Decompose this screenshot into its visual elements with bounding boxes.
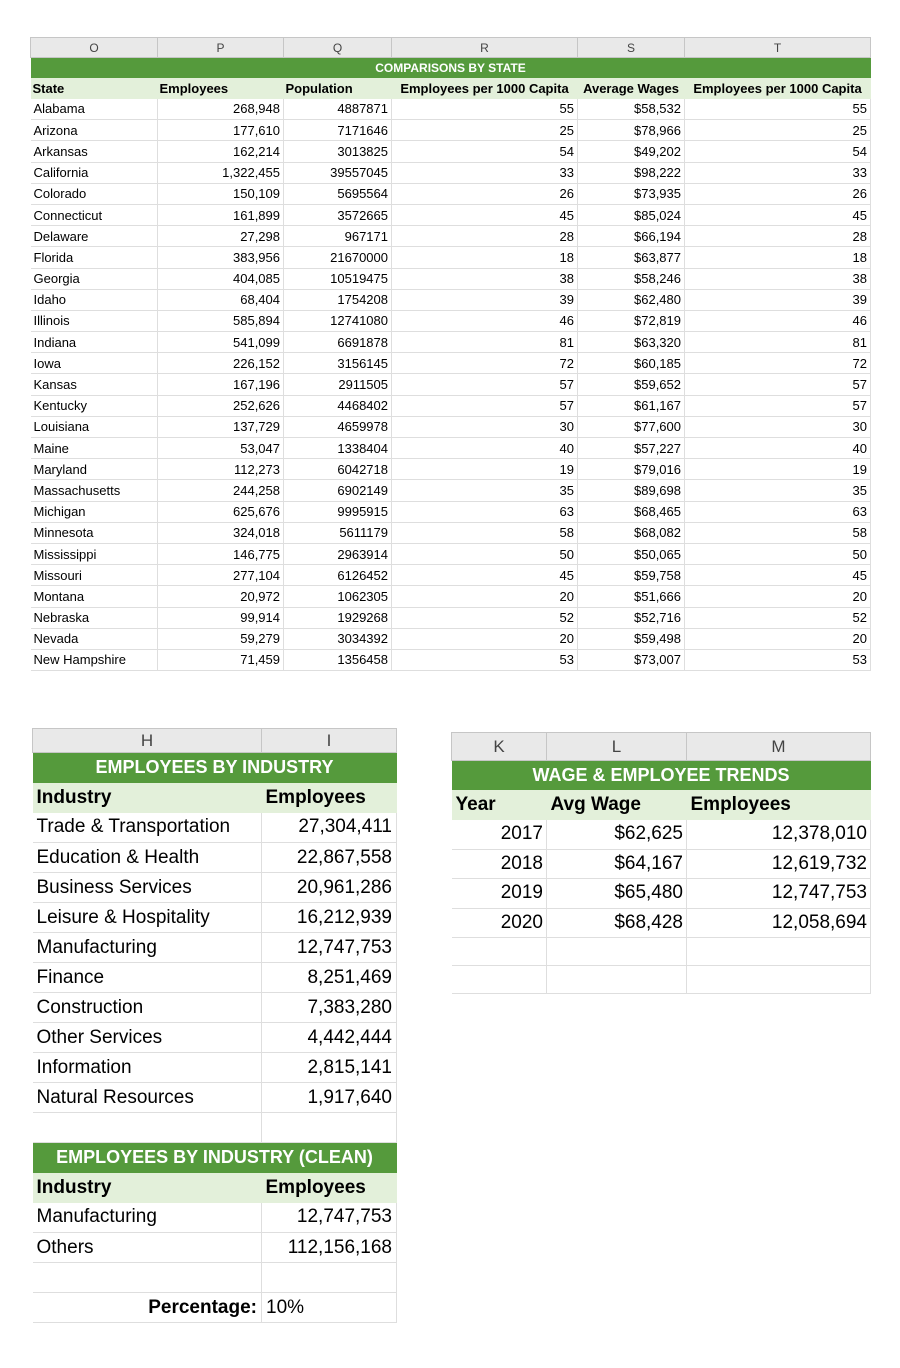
table-cell[interactable]: 383,956: [158, 247, 284, 268]
table-cell[interactable]: $79,016: [578, 459, 685, 480]
state-row: [31, 459, 871, 480]
table-cell[interactable]: 20: [685, 586, 871, 607]
header-employees[interactable]: Employees: [158, 78, 284, 99]
state-table-header-row: [31, 78, 871, 99]
table-cell[interactable]: 6042718: [284, 459, 392, 480]
trends-table-title[interactable]: WAGE & EMPLOYEE TRENDS: [452, 761, 871, 790]
table-cell[interactable]: $68,428: [547, 908, 687, 938]
state-row: [31, 332, 871, 353]
industry-table: [32, 728, 397, 1323]
table-cell[interactable]: Illinois: [31, 310, 158, 331]
state-row: [31, 268, 871, 289]
table-cell[interactable]: Business Services: [33, 873, 262, 903]
empty-row: [33, 1263, 397, 1293]
column-header-row: [31, 38, 871, 58]
table-cell[interactable]: 252,626: [158, 395, 284, 416]
table-cell[interactable]: 46: [392, 310, 578, 331]
column-header-q[interactable]: Q: [284, 38, 392, 58]
empty-cell[interactable]: [262, 1263, 397, 1293]
table-cell[interactable]: $73,935: [578, 183, 685, 204]
table-cell[interactable]: 40: [392, 438, 578, 459]
state-row: [31, 289, 871, 310]
table-cell[interactable]: 1,322,455: [158, 162, 284, 183]
table-cell[interactable]: 268,948: [158, 99, 284, 120]
table-cell[interactable]: 26: [392, 183, 578, 204]
table-cell[interactable]: 112,273: [158, 459, 284, 480]
table-cell[interactable]: Natural Resources: [33, 1083, 262, 1113]
industry-row: [33, 843, 397, 873]
table-cell[interactable]: Alabama: [31, 99, 158, 120]
table-cell[interactable]: $62,625: [547, 820, 687, 850]
empty-cell[interactable]: [687, 966, 871, 994]
column-header-t[interactable]: T: [685, 38, 871, 58]
industry-row: [33, 813, 397, 843]
table-cell[interactable]: 12741080: [284, 310, 392, 331]
table-cell[interactable]: 112,156,168: [262, 1233, 397, 1263]
table-cell[interactable]: 55: [685, 99, 871, 120]
table-cell[interactable]: 54: [392, 141, 578, 162]
table-cell[interactable]: 167,196: [158, 374, 284, 395]
table-cell[interactable]: $64,167: [547, 849, 687, 879]
state-row: [31, 416, 871, 437]
table-cell[interactable]: 30: [685, 416, 871, 437]
table-cell[interactable]: 2018: [452, 849, 547, 879]
table-cell[interactable]: 244,258: [158, 480, 284, 501]
table-cell[interactable]: 12,619,732: [687, 849, 871, 879]
state-row: [31, 310, 871, 331]
table-cell[interactable]: 39: [392, 289, 578, 310]
table-cell[interactable]: 63: [685, 501, 871, 522]
table-cell[interactable]: 12,058,694: [687, 908, 871, 938]
industry-table-header-row: [33, 783, 397, 813]
table-cell[interactable]: 45: [392, 204, 578, 225]
column-header-o[interactable]: O: [31, 38, 158, 58]
table-cell[interactable]: 54: [685, 141, 871, 162]
column-header-r[interactable]: R: [392, 38, 578, 58]
table-cell[interactable]: 3013825: [284, 141, 392, 162]
header-industry[interactable]: Industry: [33, 783, 262, 813]
table-cell[interactable]: 3156145: [284, 353, 392, 374]
table-cell[interactable]: 4887871: [284, 99, 392, 120]
table-cell[interactable]: Florida: [31, 247, 158, 268]
table-cell[interactable]: $59,498: [578, 628, 685, 649]
table-cell[interactable]: 53: [392, 649, 578, 670]
table-cell[interactable]: 3034392: [284, 628, 392, 649]
table-cell[interactable]: 20: [685, 628, 871, 649]
table-cell[interactable]: 63: [392, 501, 578, 522]
table-cell[interactable]: 33: [392, 162, 578, 183]
table-cell[interactable]: Minnesota: [31, 522, 158, 543]
table-cell[interactable]: 12,747,753: [262, 933, 397, 963]
table-cell[interactable]: 81: [392, 332, 578, 353]
table-cell[interactable]: $61,167: [578, 395, 685, 416]
state-row: [31, 628, 871, 649]
industry-row: [33, 873, 397, 903]
industry-row: [33, 1023, 397, 1053]
table-cell[interactable]: 20: [392, 586, 578, 607]
table-cell[interactable]: Maryland: [31, 459, 158, 480]
table-cell[interactable]: Other Services: [33, 1023, 262, 1053]
table-cell[interactable]: 52: [685, 607, 871, 628]
header-employees[interactable]: Employees: [262, 783, 397, 813]
table-cell[interactable]: 18: [685, 247, 871, 268]
table-cell[interactable]: 4659978: [284, 416, 392, 437]
table-cell[interactable]: 39: [685, 289, 871, 310]
table-cell[interactable]: $62,480: [578, 289, 685, 310]
empty-cell[interactable]: [687, 938, 871, 966]
table-cell[interactable]: 53: [685, 649, 871, 670]
table-cell[interactable]: 7,383,280: [262, 993, 397, 1023]
clean-table-header-row: [33, 1173, 397, 1203]
table-cell[interactable]: 1754208: [284, 289, 392, 310]
table-cell[interactable]: 1338404: [284, 438, 392, 459]
table-cell[interactable]: 57: [392, 374, 578, 395]
empty-cell[interactable]: [547, 966, 687, 994]
table-cell[interactable]: Nevada: [31, 628, 158, 649]
table-cell[interactable]: 99,914: [158, 607, 284, 628]
table-cell[interactable]: 58: [685, 522, 871, 543]
table-cell[interactable]: Delaware: [31, 226, 158, 247]
table-cell[interactable]: 161,899: [158, 204, 284, 225]
state-row: [31, 586, 871, 607]
table-cell[interactable]: 40: [685, 438, 871, 459]
table-cell[interactable]: $77,600: [578, 416, 685, 437]
header-average-wages[interactable]: Average Wages: [578, 78, 685, 99]
table-cell[interactable]: 324,018: [158, 522, 284, 543]
table-cell[interactable]: $89,698: [578, 480, 685, 501]
table-cell[interactable]: 28: [392, 226, 578, 247]
table-cell[interactable]: 57: [392, 395, 578, 416]
table-cell[interactable]: 404,085: [158, 268, 284, 289]
table-cell[interactable]: 146,775: [158, 543, 284, 564]
table-cell[interactable]: 2911505: [284, 374, 392, 395]
state-row: [31, 565, 871, 586]
state-row: [31, 183, 871, 204]
table-cell[interactable]: 52: [392, 607, 578, 628]
table-cell[interactable]: 71,459: [158, 649, 284, 670]
percentage-row: [33, 1293, 397, 1323]
table-cell[interactable]: 50: [392, 543, 578, 564]
state-row: [31, 501, 871, 522]
table-cell[interactable]: Colorado: [31, 183, 158, 204]
table-cell[interactable]: 25: [685, 120, 871, 141]
empty-row: [452, 938, 871, 966]
state-row: [31, 543, 871, 564]
percentage-value[interactable]: 10%: [262, 1293, 397, 1323]
table-cell[interactable]: 8,251,469: [262, 963, 397, 993]
header-year[interactable]: Year: [452, 790, 547, 820]
table-cell[interactable]: $59,758: [578, 565, 685, 586]
table-cell[interactable]: 1929268: [284, 607, 392, 628]
table-cell[interactable]: 150,109: [158, 183, 284, 204]
clean-row: [33, 1203, 397, 1233]
table-cell[interactable]: 1062305: [284, 586, 392, 607]
table-cell[interactable]: 81: [685, 332, 871, 353]
percentage-label[interactable]: Percentage:: [33, 1293, 262, 1323]
header-employees[interactable]: Employees: [687, 790, 871, 820]
table-cell[interactable]: $58,246: [578, 268, 685, 289]
table-cell[interactable]: 6902149: [284, 480, 392, 501]
table-cell[interactable]: 35: [685, 480, 871, 501]
table-cell[interactable]: Finance: [33, 963, 262, 993]
table-cell[interactable]: Missouri: [31, 565, 158, 586]
table-cell[interactable]: Arkansas: [31, 141, 158, 162]
table-cell[interactable]: $49,202: [578, 141, 685, 162]
state-row: [31, 480, 871, 501]
table-cell[interactable]: 45: [685, 565, 871, 586]
table-cell[interactable]: Kansas: [31, 374, 158, 395]
table-cell[interactable]: 6691878: [284, 332, 392, 353]
table-cell[interactable]: 19: [685, 459, 871, 480]
table-cell[interactable]: 2963914: [284, 543, 392, 564]
table-cell[interactable]: 22,867,558: [262, 843, 397, 873]
table-cell[interactable]: 6126452: [284, 565, 392, 586]
table-cell[interactable]: 25: [392, 120, 578, 141]
state-row: [31, 226, 871, 247]
table-cell[interactable]: $68,465: [578, 501, 685, 522]
industry-row: [33, 1083, 397, 1113]
table-cell[interactable]: Information: [33, 1053, 262, 1083]
state-row: [31, 395, 871, 416]
table-cell[interactable]: 46: [685, 310, 871, 331]
table-cell[interactable]: 12,747,753: [687, 879, 871, 909]
header-employees[interactable]: Employees: [262, 1173, 397, 1203]
table-cell[interactable]: Massachusetts: [31, 480, 158, 501]
state-row: [31, 204, 871, 225]
table-cell[interactable]: Manufacturing: [33, 1203, 262, 1233]
table-cell[interactable]: 12,747,753: [262, 1203, 397, 1233]
table-cell[interactable]: Arizona: [31, 120, 158, 141]
table-cell[interactable]: 35: [392, 480, 578, 501]
table-cell[interactable]: 1,917,640: [262, 1083, 397, 1113]
table-cell[interactable]: 2019: [452, 879, 547, 909]
table-cell[interactable]: 967171: [284, 226, 392, 247]
trend-row: [452, 849, 871, 879]
state-row: [31, 607, 871, 628]
table-cell[interactable]: 177,610: [158, 120, 284, 141]
table-cell[interactable]: 10519475: [284, 268, 392, 289]
table-cell[interactable]: 26: [685, 183, 871, 204]
table-cell[interactable]: 38: [392, 268, 578, 289]
table-cell[interactable]: $73,007: [578, 649, 685, 670]
column-header-i[interactable]: I: [262, 729, 397, 753]
table-cell[interactable]: Louisiana: [31, 416, 158, 437]
table-cell[interactable]: 2,815,141: [262, 1053, 397, 1083]
table-cell[interactable]: 45: [392, 565, 578, 586]
trend-row: [452, 879, 871, 909]
header-population[interactable]: Population: [284, 78, 392, 99]
table-cell[interactable]: 5611179: [284, 522, 392, 543]
table-cell[interactable]: Michigan: [31, 501, 158, 522]
table-cell[interactable]: Idaho: [31, 289, 158, 310]
trend-row: [452, 820, 871, 850]
header-state[interactable]: State: [31, 78, 158, 99]
state-row: [31, 522, 871, 543]
table-cell[interactable]: 53,047: [158, 438, 284, 459]
column-header-row: [452, 733, 871, 761]
state-row: [31, 141, 871, 162]
table-cell[interactable]: $65,480: [547, 879, 687, 909]
table-cell[interactable]: 58: [392, 522, 578, 543]
table-cell[interactable]: 28: [685, 226, 871, 247]
header-avg-wage[interactable]: Avg Wage: [547, 790, 687, 820]
table-cell[interactable]: 2020: [452, 908, 547, 938]
table-cell[interactable]: $85,024: [578, 204, 685, 225]
trends-table-header-row: [452, 790, 871, 820]
table-cell[interactable]: 57: [685, 395, 871, 416]
table-cell[interactable]: $63,877: [578, 247, 685, 268]
table-cell[interactable]: 59,279: [158, 628, 284, 649]
table-cell[interactable]: $50,065: [578, 543, 685, 564]
trend-row: [452, 908, 871, 938]
table-cell[interactable]: 3572665: [284, 204, 392, 225]
table-cell[interactable]: 19: [392, 459, 578, 480]
table-cell[interactable]: Nebraska: [31, 607, 158, 628]
table-cell[interactable]: 16,212,939: [262, 903, 397, 933]
table-cell[interactable]: 27,298: [158, 226, 284, 247]
empty-cell[interactable]: [452, 938, 547, 966]
table-cell[interactable]: Georgia: [31, 268, 158, 289]
table-cell[interactable]: 4,442,444: [262, 1023, 397, 1053]
table-cell[interactable]: Kentucky: [31, 395, 158, 416]
table-cell[interactable]: Leisure & Hospitality: [33, 903, 262, 933]
table-cell[interactable]: Iowa: [31, 353, 158, 374]
table-cell[interactable]: 162,214: [158, 141, 284, 162]
empty-cell[interactable]: [33, 1113, 262, 1143]
table-cell[interactable]: New Hampshire: [31, 649, 158, 670]
table-cell[interactable]: 39557045: [284, 162, 392, 183]
column-header-k[interactable]: K: [452, 733, 547, 761]
table-cell[interactable]: Trade & Transportation: [33, 813, 262, 843]
table-cell[interactable]: 38: [685, 268, 871, 289]
empty-row: [452, 966, 871, 994]
table-cell[interactable]: $66,194: [578, 226, 685, 247]
state-row: [31, 438, 871, 459]
table-cell[interactable]: 1356458: [284, 649, 392, 670]
header-employees-per-1000-copy[interactable]: Employees per 1000 Capita: [685, 78, 871, 99]
industry-row: [33, 1053, 397, 1083]
table-cell[interactable]: $78,966: [578, 120, 685, 141]
table-cell[interactable]: Indiana: [31, 332, 158, 353]
table-cell[interactable]: 50: [685, 543, 871, 564]
industry-row: [33, 993, 397, 1023]
column-header-l[interactable]: L: [547, 733, 687, 761]
state-row: [31, 649, 871, 670]
clean-table-title[interactable]: EMPLOYEES BY INDUSTRY (CLEAN): [33, 1143, 397, 1173]
header-employees-per-1000[interactable]: Employees per 1000 Capita: [392, 78, 578, 99]
table-cell[interactable]: 18: [392, 247, 578, 268]
table-cell[interactable]: $59,652: [578, 374, 685, 395]
table-cell[interactable]: $58,532: [578, 99, 685, 120]
table-cell[interactable]: 12,378,010: [687, 820, 871, 850]
industry-row: [33, 963, 397, 993]
clean-row: [33, 1233, 397, 1263]
table-cell[interactable]: $51,666: [578, 586, 685, 607]
table-cell[interactable]: 45: [685, 204, 871, 225]
column-header-h[interactable]: H: [33, 729, 262, 753]
table-cell[interactable]: Mississippi: [31, 543, 158, 564]
table-cell[interactable]: Montana: [31, 586, 158, 607]
state-row: [31, 353, 871, 374]
table-cell[interactable]: 585,894: [158, 310, 284, 331]
table-cell[interactable]: Construction: [33, 993, 262, 1023]
table-cell[interactable]: $72,819: [578, 310, 685, 331]
empty-row: [33, 1113, 397, 1143]
table-cell[interactable]: Manufacturing: [33, 933, 262, 963]
table-cell[interactable]: 20: [392, 628, 578, 649]
table-cell[interactable]: $68,082: [578, 522, 685, 543]
table-cell[interactable]: 72: [392, 353, 578, 374]
header-industry[interactable]: Industry: [33, 1173, 262, 1203]
empty-cell[interactable]: [262, 1113, 397, 1143]
table-cell[interactable]: 4468402: [284, 395, 392, 416]
table-cell[interactable]: 277,104: [158, 565, 284, 586]
table-cell[interactable]: 30: [392, 416, 578, 437]
empty-cell[interactable]: [452, 966, 547, 994]
table-cell[interactable]: 55: [392, 99, 578, 120]
table-cell[interactable]: 137,729: [158, 416, 284, 437]
state-row: [31, 120, 871, 141]
column-header-p[interactable]: P: [158, 38, 284, 58]
state-row: [31, 99, 871, 120]
state-row: [31, 374, 871, 395]
industry-table-title[interactable]: EMPLOYEES BY INDUSTRY: [33, 753, 397, 783]
table-cell[interactable]: 5695564: [284, 183, 392, 204]
table-cell[interactable]: 72: [685, 353, 871, 374]
industry-row: [33, 903, 397, 933]
table-cell[interactable]: 226,152: [158, 353, 284, 374]
state-comparison-table: [30, 37, 871, 671]
table-cell[interactable]: $60,185: [578, 353, 685, 374]
table-cell[interactable]: $52,716: [578, 607, 685, 628]
table-cell[interactable]: 20,961,286: [262, 873, 397, 903]
column-header-m[interactable]: M: [687, 733, 871, 761]
state-table-title[interactable]: COMPARISONS BY STATE: [31, 58, 871, 78]
table-cell[interactable]: 57: [685, 374, 871, 395]
table-cell[interactable]: 7171646: [284, 120, 392, 141]
table-cell[interactable]: California: [31, 162, 158, 183]
state-row: [31, 247, 871, 268]
table-cell[interactable]: 27,304,411: [262, 813, 397, 843]
table-cell[interactable]: 33: [685, 162, 871, 183]
table-cell[interactable]: Maine: [31, 438, 158, 459]
table-cell[interactable]: 9995915: [284, 501, 392, 522]
table-cell[interactable]: $63,320: [578, 332, 685, 353]
table-cell[interactable]: Education & Health: [33, 843, 262, 873]
empty-cell[interactable]: [547, 938, 687, 966]
table-cell[interactable]: 68,404: [158, 289, 284, 310]
table-cell[interactable]: Others: [33, 1233, 262, 1263]
table-cell[interactable]: 20,972: [158, 586, 284, 607]
table-cell[interactable]: $57,227: [578, 438, 685, 459]
table-cell[interactable]: 541,099: [158, 332, 284, 353]
table-cell[interactable]: $98,222: [578, 162, 685, 183]
industry-row: [33, 933, 397, 963]
trends-table: [451, 732, 871, 994]
table-cell[interactable]: 625,676: [158, 501, 284, 522]
state-row: [31, 162, 871, 183]
empty-cell[interactable]: [33, 1263, 262, 1293]
table-cell[interactable]: 21670000: [284, 247, 392, 268]
column-header-row: [33, 729, 397, 753]
table-cell[interactable]: 2017: [452, 820, 547, 850]
column-header-s[interactable]: S: [578, 38, 685, 58]
table-cell[interactable]: Connecticut: [31, 204, 158, 225]
